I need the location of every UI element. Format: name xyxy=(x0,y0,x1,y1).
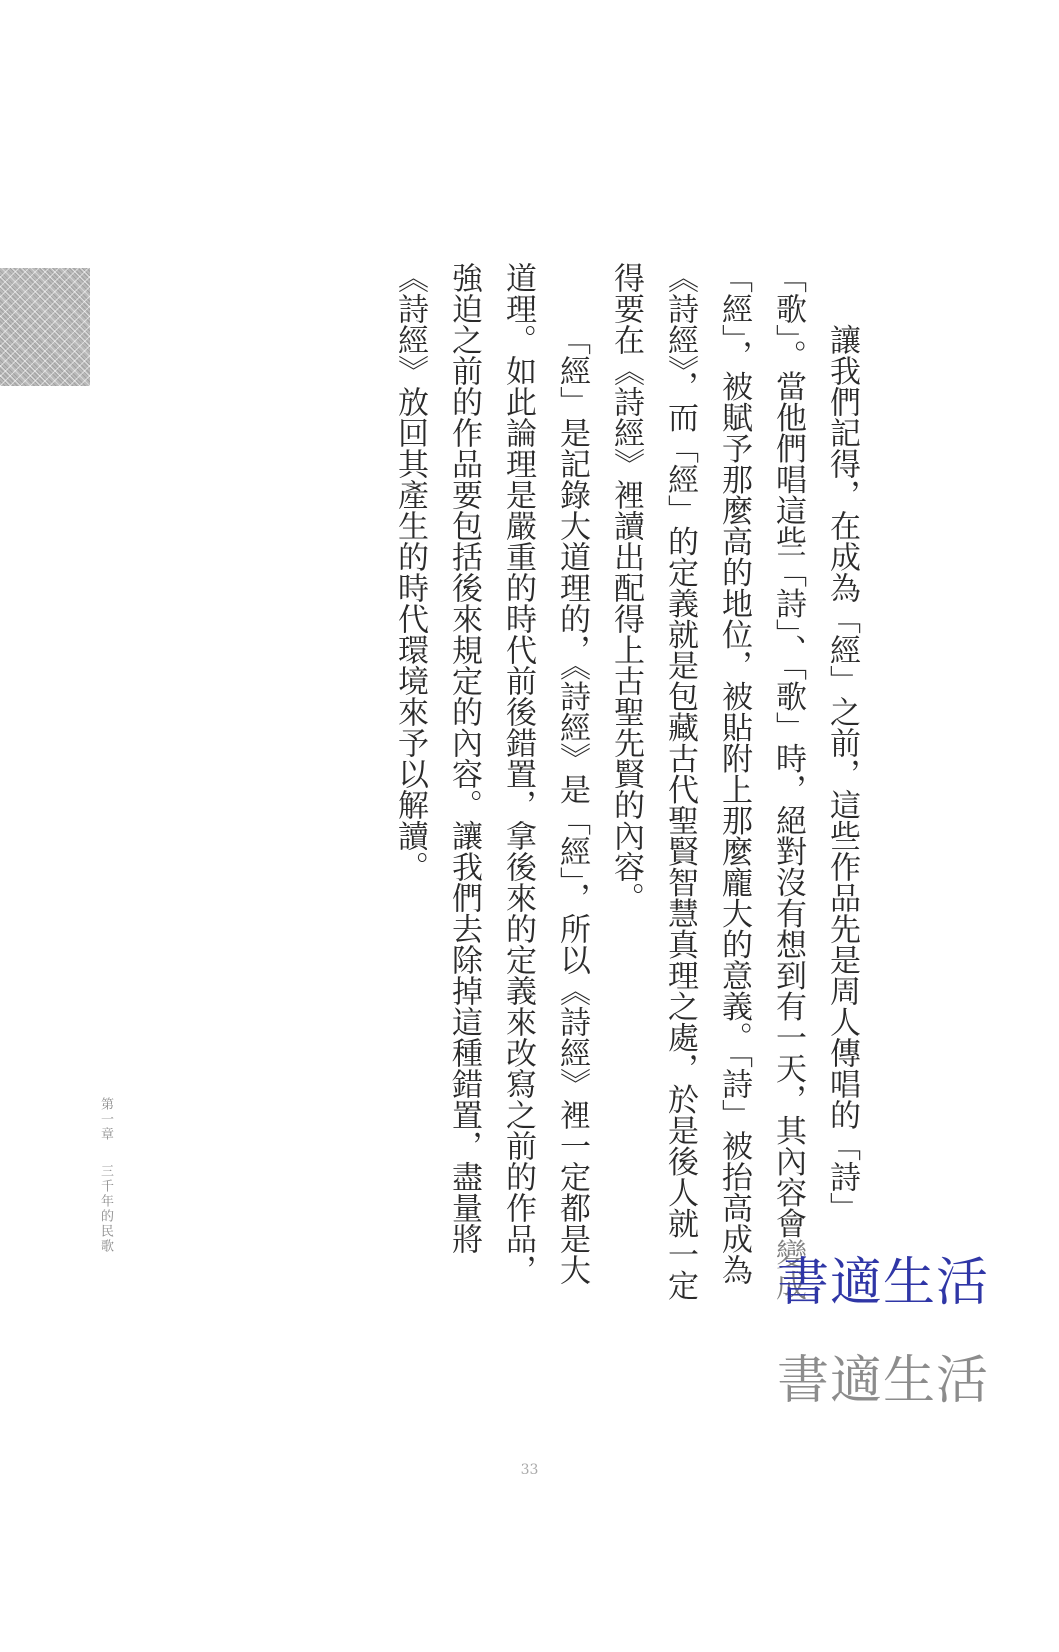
chapter-title: 三千年的民歌 xyxy=(98,1164,113,1254)
decorative-pattern-block xyxy=(0,268,90,386)
paragraph-2: 「經」是記錄大道理的，《詩經》是「經」，所以《詩經》裡一定都是大道理。如此論理是嚴重的時代前後錯置，拿後來的定義來改寫之前的作品，強迫之前的作品要包括後來規定的內容。讓我們去除掉這種錯置，盡量將《詩經》放回其產生的時代環境來予以解讀。 xyxy=(392,262,590,1285)
running-head xyxy=(96,1097,115,1254)
watermark-blue: 書適生活 xyxy=(777,1240,989,1315)
page-number: 33 xyxy=(520,1462,539,1478)
watermark-gray: 書適生活 xyxy=(777,1351,990,1411)
paragraph-1: 讓我們記得，在成為「經」之前，這些作品先是周人傳唱的「詩」「歌」。當他們唱這些「詩」、「歌」時，絕對沒有想到有一天，其內容會變成「經」，被賦予那麼高的地位，被貼附上那麼龐大的意義。「詩」被抬高成為《詩經》，而「經」的定義就是包藏古代聖賢智慧真理之處，於是後人就一定得要在《詩經》裡讀出配得上古聖先賢的內容。 xyxy=(608,262,860,1301)
vertical-body-text xyxy=(383,262,869,1312)
chapter-label: 第一章 xyxy=(98,1097,113,1142)
